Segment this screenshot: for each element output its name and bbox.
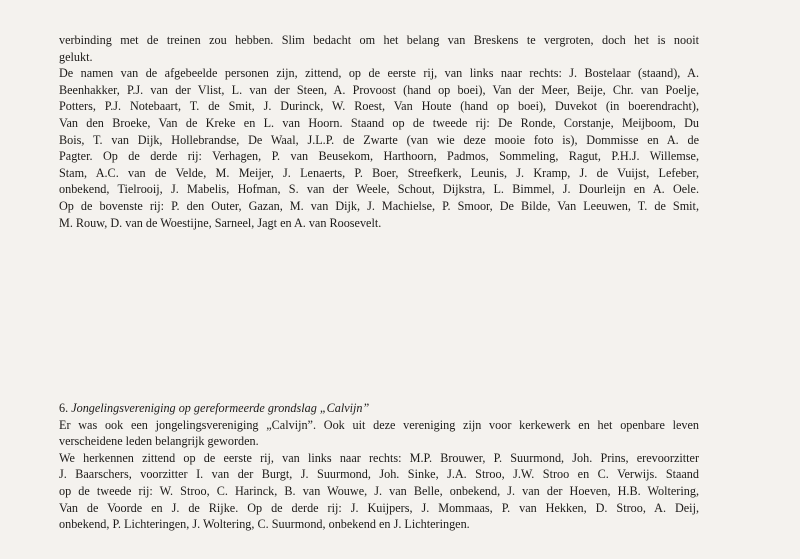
text-line: Van den Broeke, Van de Kreke en L. van Hoorn. Staand op de tweede rij: De Ronde, Corstanje, Meijboom, Du — [59, 115, 699, 130]
text-line: verbinding met de treinen zou hebben. Slim bedacht om het belang van Breskens te vergroten, doch het is nooit — [59, 33, 699, 47]
section-number: 6. — [59, 401, 69, 415]
text-line: M. Rouw, D. van de Woestijne, Sarneel, Jagt en A. van Roosevelt. — [59, 215, 382, 230]
text-line: Bois, T. van Dijk, Hollebrandse, De Waal, J.L.P. de Zwarte (van wie deze mooie foto is), Dommisse en A. de — [59, 132, 699, 147]
section-heading — [59, 400, 699, 417]
text-line: Er was ook een jongelingsvereniging „Calvijn”. Ook uit deze vereniging zijn voor kerkewerk en het openbare leven — [59, 417, 699, 432]
text-line: onbekend, Tielrooij, J. Mabelis, Hofman, S. van der Weele, Schout, Dijkstra, L. Bimmel, J. Dourleijn en A. Oele. — [59, 182, 699, 197]
text-line: De namen van de afgebeelde personen zijn, zittend, op de eerste rij, van links naar rechts: J. Bostelaar (staand), A. — [59, 66, 699, 81]
text-line: Stam, A.C. van de Velde, M. Meijer, J. Lenaerts, P. Boer, Streefkerk, Leunis, J. Kramp, J. de Vuijst, Lefeber, — [59, 165, 699, 180]
section-title: Jongelingsvereniging op gereformeerde grondslag „Calvijn” — [71, 401, 370, 415]
bottom-section — [59, 400, 699, 533]
text-line: Van de Voorde en J. de Rijke. Op de derde rij: J. Kuijpers, J. Mommaas, P. van Hekken, D. Stroo, A. Deij, — [59, 500, 699, 515]
text-line: Potters, P.J. Notebaart, T. de Smit, J. Durinck, W. Roest, Van Houte (hand op boei), Duvekot (in boerendracht), — [59, 99, 699, 114]
text-line: op de tweede rij: W. Stroo, C. Harinck, B. van Wouwe, J. van Belle, onbekend, J. van der Hoeven, H.B. Woltering, — [59, 483, 699, 498]
text-line: We herkennen zittend op de eerste rij, van links naar rechts: M.P. Brouwer, P. Suurmond, Joh. Prins, erevoorzitter — [59, 450, 699, 465]
text-line: Op de bovenste rij: P. den Outer, Gazan, M. van Dijk, J. Machielse, P. Smoor, De Bilde, Van Leeuwen, T. de Smit, — [59, 198, 699, 213]
text-line: onbekend, P. Lichteringen, J. Woltering, C. Suurmond, onbekend en J. Lichteringen. — [59, 517, 470, 532]
text-line: gelukt. — [59, 49, 93, 64]
text-line: Pagter. Op de derde rij: Verhagen, P. van Beusekom, Harthoorn, Padmos, Sommeling, Ragut, P.H.J. Willemse, — [59, 149, 699, 164]
text-line: verscheidene leden belangrijk geworden. — [59, 434, 259, 449]
text-line: J. Baarschers, voorzitter I. van der Burgt, J. Suurmond, Joh. Sinke, J.A. Stroo, J.W. Stroo en C. Verwijs. Staand — [59, 467, 699, 482]
text-line: Beenhakker, P.J. van der Vlist, L. van der Steen, A. Provoost (hand op boei), Van der Meer, Beije, Chr. van Poelje, — [59, 82, 699, 97]
top-section — [59, 32, 699, 231]
